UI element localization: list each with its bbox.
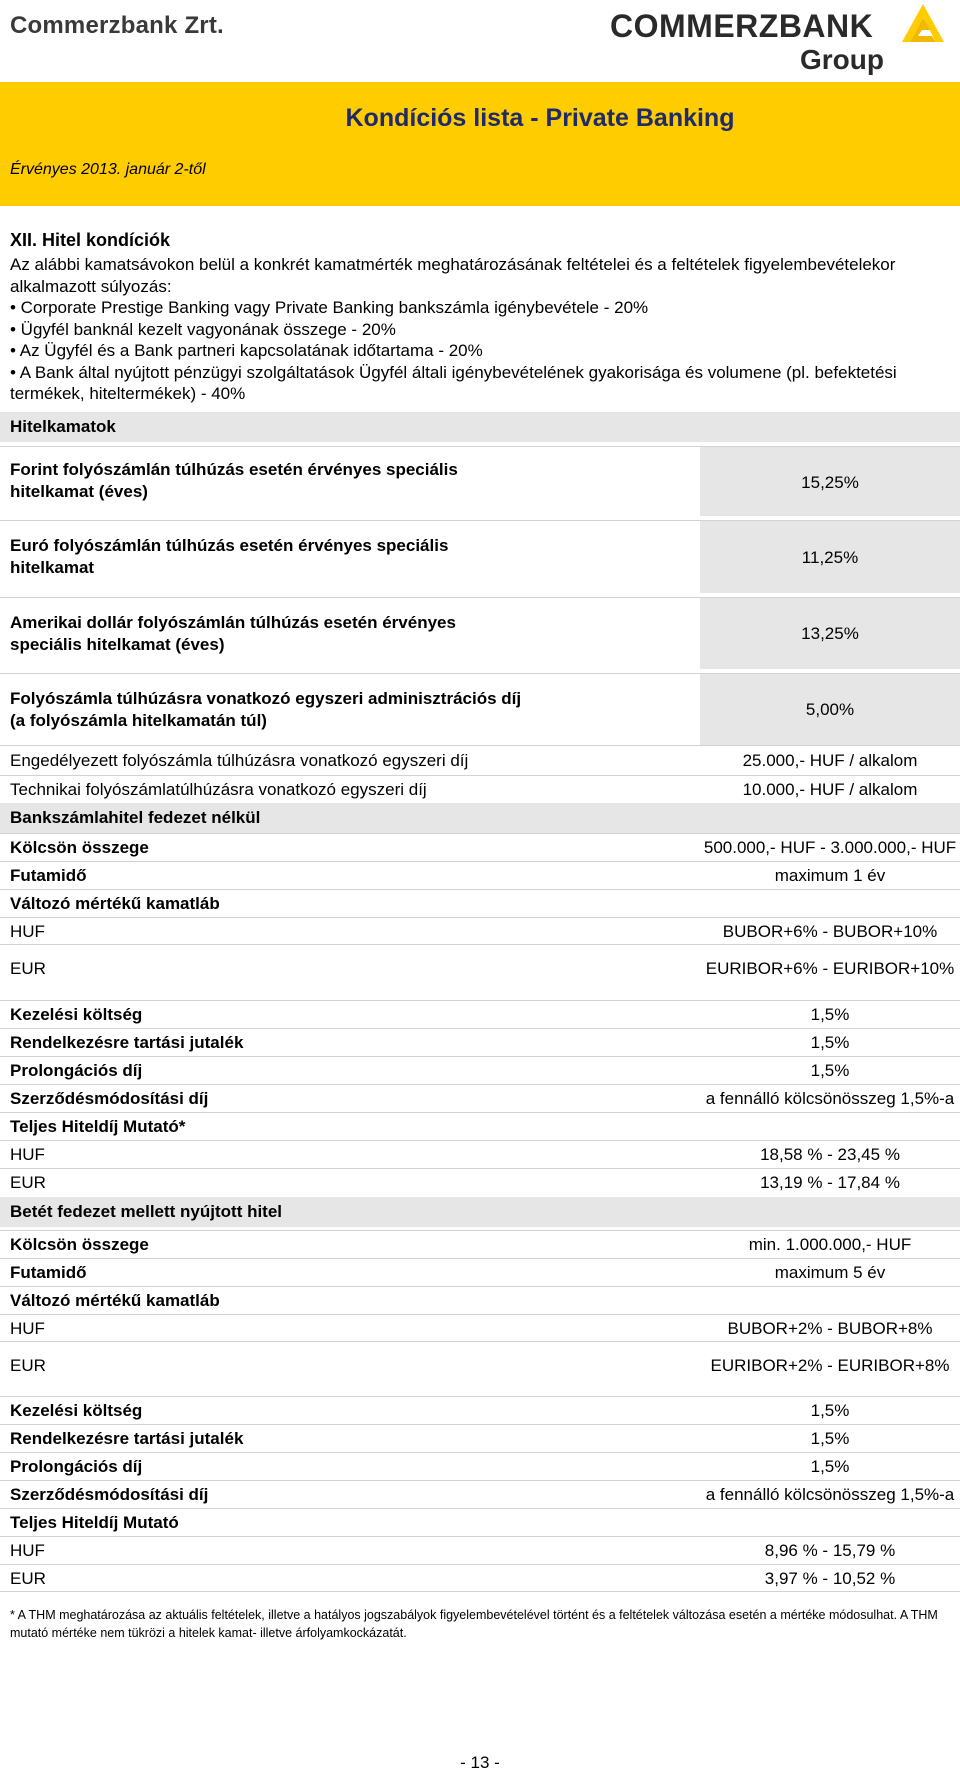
row-label: Teljes Hiteldíj Mutató <box>10 1513 179 1532</box>
table-row <box>0 1452 960 1480</box>
intro-bullet: • A Bank által nyújtott pénzügyi szolgáltatások Ügyfél általi igénybevételének gyakorisága és volumene (pl. befektetési termékek, hiteltermékek) - 40% <box>10 362 897 403</box>
row-label: Prolongációs díj <box>10 1457 143 1476</box>
row-label: Teljes Hiteldíj Mutató* <box>10 1117 186 1136</box>
row-label: HUF <box>10 1541 45 1560</box>
table-row <box>0 1286 960 1314</box>
row-label: Rendelkezésre tartási jutalék <box>10 1033 244 1052</box>
row-label: Kezelési költség <box>10 1401 143 1420</box>
table-row <box>0 889 960 917</box>
row-label: Változó mértékű kamatláb <box>10 1291 220 1310</box>
row-label: Engedélyezett folyószámla túlhúzásra vonatkozó egyszeri díj <box>10 751 469 770</box>
row-value: 1,5% <box>810 1005 850 1024</box>
document-title: Kondíciós lista - Private Banking <box>345 104 735 132</box>
intro-bullet: • Ügyfél banknál kezelt vagyonának összege - 20% <box>10 319 396 339</box>
row-label: Szerződésmódosítási díj <box>10 1485 209 1504</box>
table-row <box>0 673 960 745</box>
row-value: 10.000,- HUF / alkalom <box>742 780 918 799</box>
table-row <box>0 775 960 803</box>
row-label: Forint folyószámlán túlhúzás esetén érvényes speciális hitelkamat (éves) <box>10 460 458 501</box>
table-row <box>0 917 960 944</box>
row-value: 5,00% <box>805 700 855 719</box>
row-value: EURIBOR+6% - EURIBOR+10% <box>705 959 955 978</box>
row-value: 13,19 % - 17,84 % <box>760 1173 900 1192</box>
row-label: Kölcsön összege <box>10 1235 149 1254</box>
table-row <box>0 1536 960 1564</box>
row-label: Futamidő <box>10 1263 87 1282</box>
section-title: XII. Hitel kondíciók <box>10 230 171 250</box>
logo-group-text: Group <box>800 44 884 75</box>
table-row <box>0 1140 960 1168</box>
row-label: Kölcsön összege <box>10 838 149 857</box>
row-value: 1,5% <box>810 1033 850 1052</box>
table-row <box>0 1000 960 1028</box>
unsecured-heading-row <box>0 803 960 833</box>
hitelkamatok-heading: Hitelkamatok <box>10 417 116 436</box>
table-row <box>0 597 960 669</box>
company-name: Commerzbank Zrt. <box>10 12 224 39</box>
row-label: Technikai folyószámlatúlhúzásra vonatkozó egyszeri díj <box>10 780 427 799</box>
row-label: Futamidő <box>10 866 87 885</box>
table-row <box>0 1480 960 1508</box>
secured-heading: Betét fedezet mellett nyújtott hitel <box>10 1202 283 1221</box>
table-row <box>0 446 960 516</box>
table-row <box>0 1028 960 1056</box>
table-row <box>0 520 960 593</box>
value-cell <box>700 521 960 593</box>
table-row <box>0 1424 960 1452</box>
row-label: HUF <box>10 1145 45 1164</box>
valid-from-date: Érvényes 2013. január 2-től <box>10 161 206 178</box>
row-label: Prolongációs díj <box>10 1061 143 1080</box>
row-value: 15,25% <box>801 473 859 492</box>
row-label: EUR <box>10 959 46 978</box>
row-value: maximum 5 év <box>774 1263 886 1282</box>
ribbon-logo-icon <box>892 0 954 44</box>
row-label: EUR <box>10 1569 46 1588</box>
table-row <box>0 833 960 861</box>
row-value: 1,5% <box>810 1457 850 1476</box>
intro-text <box>10 254 955 405</box>
row-label: Szerződésmódosítási díj <box>10 1089 209 1108</box>
row-value: EURIBOR+2% - EURIBOR+8% <box>710 1356 950 1375</box>
row-value: min. 1.000.000,- HUF <box>748 1235 912 1254</box>
row-label: Euró folyószámlán túlhúzás esetén érvényes speciális hitelkamat <box>10 536 449 577</box>
logo-text: COMMERZBANK <box>610 8 874 44</box>
table-row <box>0 1258 960 1286</box>
row-value: a fennálló kölcsönösszeg 1,5%-a <box>705 1089 955 1108</box>
row-value: 1,5% <box>810 1401 850 1420</box>
row-value: 500.000,- HUF - 3.000.000,- HUF <box>703 838 957 857</box>
row-label: Rendelkezésre tartási jutalék <box>10 1429 244 1448</box>
unsecured-heading: Bankszámlahitel fedezet nélkül <box>10 808 261 827</box>
table-row <box>0 1230 960 1258</box>
table-row <box>0 1396 960 1424</box>
row-label: HUF <box>10 1319 45 1338</box>
table-row <box>0 745 960 775</box>
row-label: Folyószámla túlhúzásra vonatkozó egyszeri adminisztrációs díj (a folyószámla hitelkamatán túl) <box>10 689 522 730</box>
value-cell <box>700 674 960 745</box>
row-value: a fennálló kölcsönösszeg 1,5%-a <box>705 1485 955 1504</box>
row-label: HUF <box>10 922 45 941</box>
hitelkamatok-heading-row <box>0 412 960 442</box>
value-cell <box>700 447 960 516</box>
table-row <box>0 1341 960 1393</box>
row-value: 11,25% <box>801 548 859 567</box>
intro-bullet: • Az Ügyfél és a Bank partneri kapcsolatának időtartama - 20% <box>10 341 483 360</box>
commerzbank-logo <box>610 0 955 80</box>
row-label: Amerikai dollár folyószámlán túlhúzás esetén érvényes speciális hitelkamat (éves) <box>10 613 456 654</box>
table-row <box>0 1084 960 1112</box>
table-row <box>0 944 960 996</box>
row-value: 3,97 % - 10,52 % <box>764 1569 896 1588</box>
table-row <box>0 1314 960 1341</box>
row-label: EUR <box>10 1173 46 1192</box>
table-row <box>0 1112 960 1140</box>
title-band <box>0 82 960 206</box>
intro-bullet: • Corporate Prestige Banking vagy Private Banking bankszámla igénybevétele - 20% <box>10 298 649 317</box>
row-value: 25.000,- HUF / alkalom <box>742 751 918 770</box>
row-value: maximum 1 év <box>774 866 886 885</box>
intro-paragraph: Az alábbi kamatsávokon belül a konkrét kamatmérték meghatározásának feltételei és a feltételek figyelembevételekor alkalmazott súlyozás: <box>10 255 896 296</box>
row-label: EUR <box>10 1356 46 1375</box>
value-cell <box>700 598 960 669</box>
table-row <box>0 861 960 889</box>
row-value: 18,58 % - 23,45 % <box>760 1145 900 1164</box>
table-row <box>0 1056 960 1084</box>
row-value: 1,5% <box>810 1429 850 1448</box>
secured-heading-row <box>0 1197 960 1227</box>
row-label: Változó mértékű kamatláb <box>10 894 220 913</box>
footnote: * A THM meghatározása az aktuális feltételek, illetve a hatályos jogszabályok figyelembevételével történt és a feltételek változása esetén a mértéke módosulhat. A THM mutató mértéke nem tükrözi a hitelek kamat- illetve árfolyamkockázatát. <box>10 1608 938 1640</box>
table-row <box>0 1564 960 1592</box>
row-value: 8,96 % - 15,79 % <box>764 1541 896 1560</box>
row-value: 13,25% <box>801 624 859 643</box>
page-header <box>0 0 960 80</box>
table-row <box>0 1508 960 1536</box>
section-heading <box>0 206 960 254</box>
row-value: 1,5% <box>810 1061 850 1080</box>
table-row <box>0 1168 960 1196</box>
row-value: BUBOR+2% - BUBOR+8% <box>727 1319 933 1338</box>
row-label: Kezelési költség <box>10 1005 143 1024</box>
page-number: - 13 - <box>460 1753 500 1772</box>
row-value: BUBOR+6% - BUBOR+10% <box>722 922 938 941</box>
